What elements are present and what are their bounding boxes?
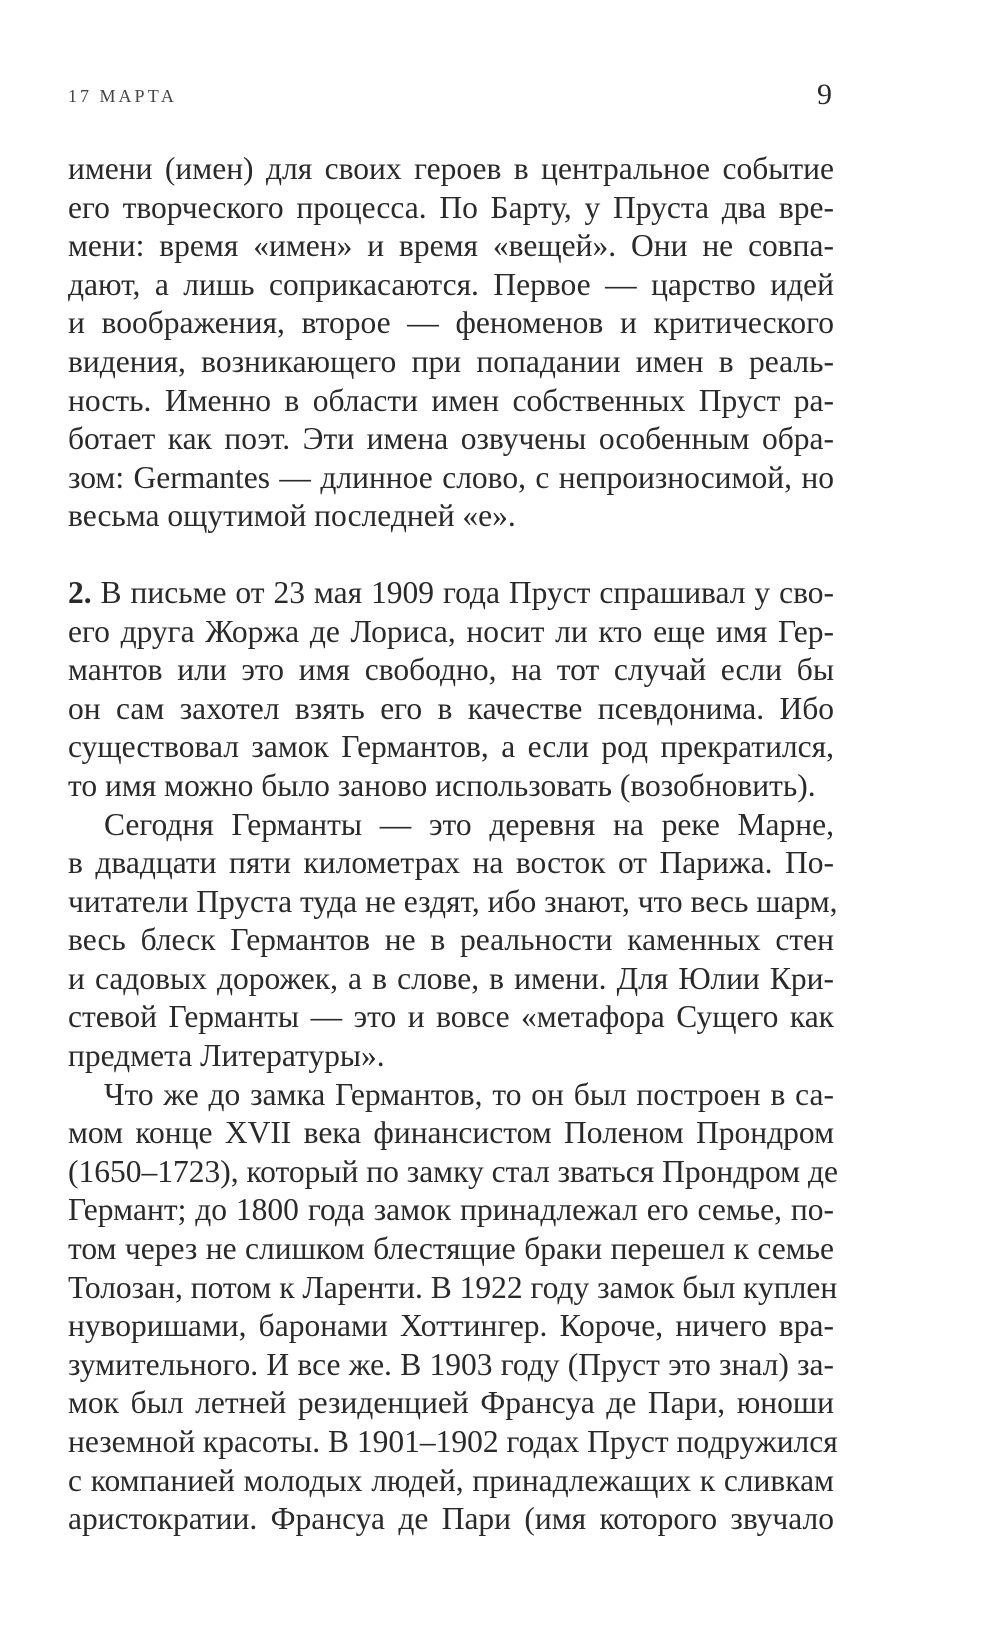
text-line: ность. Именно в области имен собственных Пруст ра-	[68, 382, 834, 418]
section-gap	[68, 536, 834, 574]
paragraph-1	[68, 150, 834, 536]
text-line: Толозан, потом к Ларенти. В 1922 году замок был куплен	[68, 1269, 838, 1305]
text-line: мок был летней резиденцией Франсуа де Пари, юноши	[68, 1385, 834, 1421]
text-line: весьма ощутимой последней «е».	[68, 498, 516, 534]
text-line: мом конце XVII века финансистом Поленом Прондром	[68, 1115, 834, 1151]
text-line: в двадцати пяти километрах на восток от Парижа. По-	[68, 845, 834, 881]
text-line: то имя можно было заново использовать (возобновить).	[68, 767, 816, 803]
text-line: он сам захотел взять его в качестве псевдонима. Ибо	[68, 690, 834, 726]
text-line: том через не слишком блестящие браки перешел к семье	[68, 1231, 834, 1267]
text-line: Сегодня Германты — это деревня на реке Марне,	[104, 806, 834, 842]
text-line: видения, возникающего при попадании имен в реаль-	[68, 343, 834, 379]
text-line: имени (имен) для своих героев в центральное событие	[68, 151, 834, 186]
text-line: читатели Пруста туда не ездят, ибо знают, что весь шарм,	[68, 883, 838, 919]
text-line: стевой Германты — это и вовсе «метафора Сущего как	[68, 999, 834, 1035]
paragraph-3	[68, 806, 838, 1076]
text-line: неземной красоты. В 1901–1902 годах Пруст подружился	[68, 1424, 838, 1459]
text-line: мантов или это имя свободно, на тот случай если бы	[68, 652, 834, 688]
text-line: мени: время «имен» и время «вещей». Они не совпа-	[68, 228, 834, 264]
text-line: Гермaнт; до 1800 года замок принадлежал его семье, по-	[68, 1192, 834, 1228]
paragraph-4	[68, 1076, 838, 1539]
running-head: 17 МАРТА	[68, 86, 177, 106]
text-line: дают, а лишь соприкасаются. Первое — царство идей	[68, 266, 834, 302]
text-line: весь блеск Германтов не в реальности каменных стен	[68, 922, 834, 958]
body-text	[68, 150, 838, 1539]
section-number: 2.	[68, 574, 92, 610]
text-line: Что же до замка Германтов, то он был построен в са-	[104, 1076, 834, 1112]
text-line: и воображения, второе — феноменов и критического	[68, 305, 834, 341]
text-line: его друга Жоржа де Лориса, носит ли кто еще имя Гер-	[68, 613, 834, 649]
text-line: зумительного. И все же. В 1903 году (Пруст это знал) за-	[68, 1346, 834, 1382]
text-line: с компанией молодых людей, принадлежащих к сливкам	[68, 1462, 834, 1498]
text-line: аристократии. Франсуа де Пари (имя которого звучало	[68, 1501, 834, 1537]
text-line: и садовых дорожек, а в слове, в имени. Для Юлии Кри-	[68, 960, 834, 996]
text-line: ботает как поэт. Эти имена озвучены особенным обра-	[68, 421, 834, 457]
text-line: зом: Germantes — длинное слово, с непроизносимой, но	[68, 459, 834, 495]
text-line: (1650–1723), который по замку стал зваться Прондром де	[68, 1153, 838, 1189]
text-line	[68, 574, 834, 613]
text-line: нуворишами, баронами Хоттингер. Короче, ничего вра-	[68, 1308, 834, 1344]
text-line: предмета Литературы».	[68, 1038, 385, 1074]
page-number: 9	[817, 78, 832, 111]
section-2	[68, 574, 834, 806]
text-line: существовал замок Германтов, а если род прекратился,	[68, 729, 834, 765]
text-line-rest: В письме от 23 мая 1909 года Пруст спрашивал у сво-	[91, 574, 834, 610]
text-line: его творческого процесса. По Барту, у Пруста два вре-	[68, 189, 834, 225]
